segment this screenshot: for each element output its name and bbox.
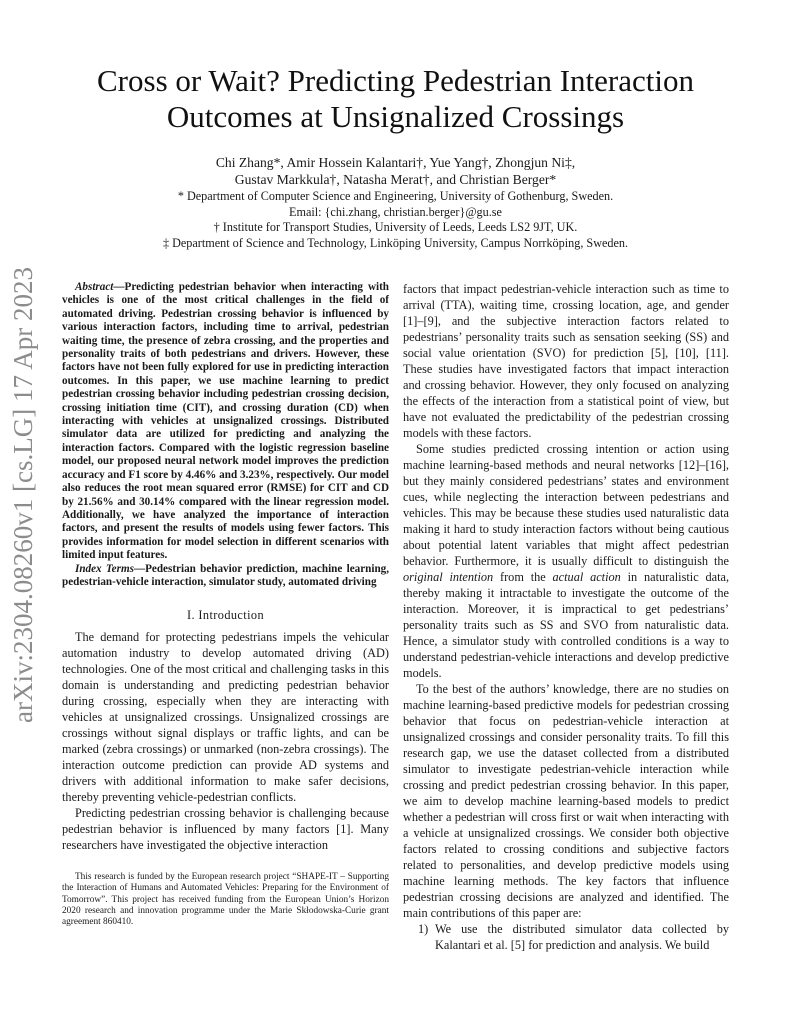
right-paragraph-3: To the best of the authors’ knowledge, there are no studies on machine learning-based predictive models for pedestrian crossing behavior that focus on pedestrian-vehicle interaction at unsignalized crossings and consider personality traits. To fill this research gap, we use the dataset collected from a distributed simulator to investigate pedestrian-vehicle interaction while crossing and predict pedestrian crossing behavior. In this paper, we aim to develop machine learning-based models to predict whether a pedestrian will cross first or wait when interacting with a vehicle at unsignalized crossings. We consider both objective factors related to crossing conditions and subjective factors related to personalities, and develop predictive models using machine learning methods. The key factors that influence pedestrian crossing decisions are analyzed and identified. The main contributions of this paper are: bbox=[403, 682, 729, 920]
affiliation-email: Email: {chi.zhang, christian.berger}@gu.se bbox=[289, 204, 502, 219]
author-line-2: Gustav Markkula†, Natasha Merat†, and Christian Berger* bbox=[234, 172, 557, 187]
intro-paragraph-1: The demand for protecting pedestrians impels the vehicular automation industry to develop automated driving (AD) technologies. One of the most critical and challenging tasks in this domain is understanding and predicting pedestrian behavior during crossing, especially when they are interacting with vehicles at unsignalized crossings. Unsignalized crossings are crossings without signal displays or traffic lights, and can be marked (zebra crossings) or unmarked (non-zebra crossings). The interaction outcome prediction can provide AD systems and drivers with additional information to make safer decisions, thereby preventing vehicle-pedestrian conflicts. bbox=[62, 630, 389, 805]
intro-left-text bbox=[62, 629, 389, 853]
abstract bbox=[62, 281, 389, 589]
paper-title bbox=[0, 63, 791, 135]
author-line-1: Chi Zhang*, Amir Hossein Kalantari†, Yue Yang†, Zhongjun Ni‡, bbox=[215, 155, 576, 170]
list-number: 1) bbox=[418, 922, 429, 936]
left-column bbox=[62, 281, 389, 853]
right-paragraph-2 bbox=[403, 441, 729, 681]
title-line-2: Outcomes at Unsignalized Crossings bbox=[166, 99, 625, 134]
affiliations bbox=[0, 189, 791, 251]
affiliation-leeds: † Institute for Transport Studies, University of Leeds, Leeds LS2 9JT, UK. bbox=[213, 220, 578, 234]
list-item-text: We use the distributed simulator data collected by Kalantari et al. [5] for prediction and analysis. We build bbox=[435, 922, 729, 952]
funding-footnote: This research is funded by the European research project “SHAPE-IT – Supporting the Interaction of Humans and Automated Vehicles: Preparing for the Environment of Tomorrow”. This project has received funding from the European Union’s Horizon 2020 research and innovation programme under the Marie Skłodowska-Curie grant agreement 860410. bbox=[62, 872, 389, 928]
contribution-list-item-1 bbox=[407, 921, 729, 953]
p2-text-c: in naturalistic data, thereby making it intractable to investigate the outcome of the interaction. Moreover, it is impractical to get pedestrians’ personality traits such as SS and SVO from naturalistic data. Hence, a simulator study with controlled conditions is a way to understand pedestrian-vehicle interactions and develop predictive models. bbox=[403, 570, 730, 680]
p2-text-a: Some studies predicted crossing intention or action using machine learning-based methods and neural networks [12]–[16], but they mainly considered pedestrians’ states and environment cues, while neglecting the interaction between pedestrians and vehicles. This may be because these studies used naturalistic data making it hard to study interaction factors without being cautious about potential latent variables that might affect pedestrian behavior. Furthermore, it is usually difficult to distinguish the bbox=[403, 442, 729, 568]
affiliation-gothenburg: * Department of Computer Science and Engineering, University of Gothenburg, Sweden. bbox=[177, 189, 614, 203]
right-column bbox=[403, 281, 729, 953]
abstract-text: —Predicting pedestrian behavior when interacting with vehicles is one of the most critical challenges in the field of automated driving. Pedestrian crossing behavior is influenced by various interaction factors, including time to arrival, pedestrian waiting time, the presence of zebra crossing, and the properties and personality traits of both pedestrians and drivers. However, these factors have not been fully explored for use in predicting interaction outcomes. In this paper, we use machine learning to predict pedestrian crossing behavior including pedestrian crossing decision, crossing initiation time (CIT), and crossing duration (CD) when interacting with vehicles at unsignalized crossings. Distributed simulator data are utilized for predicting and analyzing the interaction factors. Compared with the logistic regression baseline model, our proposed neural network model improves the prediction accuracy and F1 score by 4.46% and 3.23%, respectively. Our model also reduces the root mean squared error (RMSE) for CIT and CD by 21.56% and 30.14% compared with the linear regression model. Additionally, we have analyzed the importance of interaction factors, and present the results of models using fewer factors. This provides information for model selection in different scenarios with limited input features. bbox=[62, 281, 389, 562]
abstract-label: Abstract bbox=[75, 281, 114, 293]
p2-text-b: from the bbox=[493, 570, 553, 584]
index-terms-label: Index Terms bbox=[75, 562, 134, 575]
right-paragraph-1: factors that impact pedestrian-vehicle interaction such as time to arrival (TTA), waiting time, crossing location, age, and gender [1]–[9], and the subjective interaction factors related to pedestrians’ personality traits such as sensation seeking (SS) and social value orientation (SVO) for prediction [5], [10], [11]. These studies have investigated factors that impact interaction and crossing behavior. However, they only focused on analyzing the effects of the interaction from a statistical point of view, but have not evaluated the predictability of the pedestrian crossing models with these factors. bbox=[403, 282, 729, 440]
intro-paragraph-2: Predicting pedestrian crossing behavior is challenging because pedestrian behavior is influenced by many factors [1]. Many researchers have investigated the objective interaction bbox=[62, 806, 389, 853]
affiliation-linkoping: ‡ Department of Science and Technology, Linköping University, Campus Norrköping, Sweden. bbox=[162, 235, 629, 250]
title-line-1: Cross or Wait? Predicting Pedestrian Interaction bbox=[97, 63, 694, 98]
arxiv-stamp: arXiv:2304.08260v1 [cs.LG] 17 Apr 2023 bbox=[8, 267, 38, 723]
p2-emphasis-original-intention: original intention bbox=[403, 570, 494, 584]
p2-emphasis-actual-action: actual action bbox=[552, 570, 621, 584]
author-list bbox=[0, 154, 791, 188]
index-terms-text: —Pedestrian behavior prediction, machine learning, pedestrian-vehicle interaction, simulator study, automated driving bbox=[62, 562, 389, 588]
section-heading-introduction: I. Introduction bbox=[186, 608, 265, 623]
